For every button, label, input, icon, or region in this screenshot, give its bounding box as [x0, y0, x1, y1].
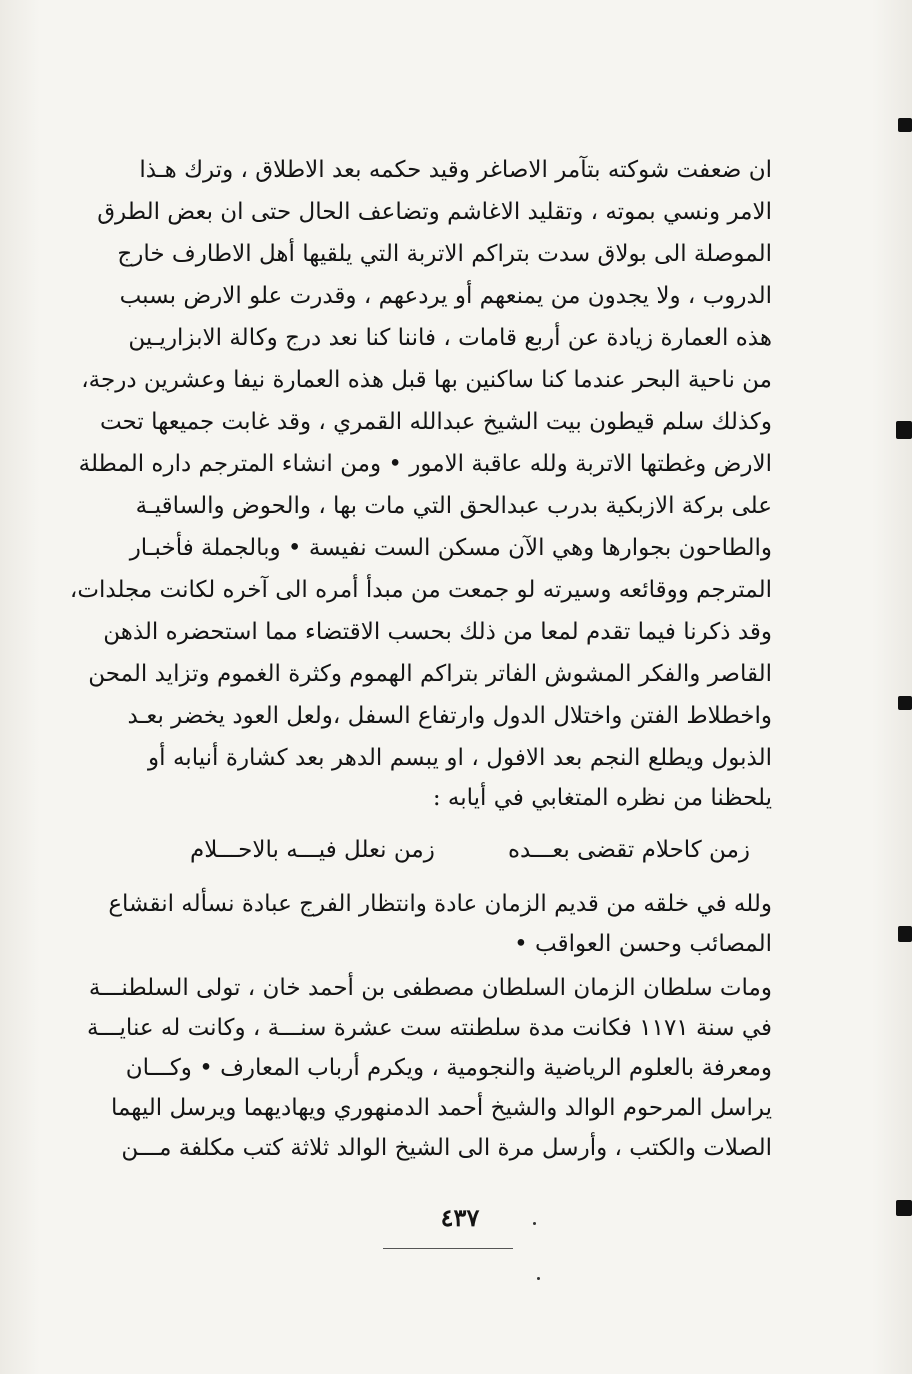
text-line: الصلات والكتب ، وأرسل مرة الى الشيخ الوالد ثلاثة كتب مكلفة مـــن	[121, 1135, 772, 1161]
binding-mark	[898, 118, 912, 132]
binding-mark	[896, 1200, 912, 1216]
footer-rule	[383, 1248, 513, 1249]
text-line: وقد ذكرنا فيما تقدم لمعا من ذلك بحسب الاقتضاء مما استحضره الذهن	[103, 619, 772, 645]
text-line: ومات سلطان الزمان السلطان مصطفى بن أحمد خان ، تولى السلطنـــة	[88, 975, 772, 1001]
text-line: على بركة الازبكية بدرب عبدالحق التي مات بها ، والحوض والساقيـة	[135, 493, 772, 519]
text-line: في سنة ١١٧١ فكانت مدة سلطنته ست عشرة سنـــة ، وكانت له عنايـــة	[86, 1015, 772, 1041]
text-line: يلحظنا من نظره المتغابي في أيابه :	[432, 785, 772, 811]
text-line: المترجم ووقائعه وسيرته لو جمعت من مبدأ أمره الى آخره لكانت مجلدات،	[69, 577, 772, 603]
text-line: الامر ونسي بموته ، وتقليد الاغاشم وتضاعف الحال حتى ان بعض الطرق	[97, 199, 772, 225]
binding-mark	[898, 926, 912, 942]
text-line: هذه العمارة زيادة عن أربع قامات ، فاننا كنا نعد درج وكالة الابزاريـين	[128, 325, 772, 351]
text-line: ان ضعفت شوكته بتآمر الاصاغر وقيد حكمه بعد الاطلاق ، وترك هـذا	[139, 157, 772, 183]
verse-first-hemistich: زمن كاحلام تقضى بعـــده	[508, 837, 750, 863]
binding-mark	[898, 696, 912, 710]
text-line: الذبول ويطلع النجم بعد الافول ، او يبسم الدهر بعد كشارة أنيابه أو	[148, 745, 772, 771]
binding-mark	[896, 421, 912, 439]
text-line: يراسل المرحوم الوالد والشيخ أحمد الدمنهوري ويهاديهما ويرسل اليهما	[110, 1095, 772, 1121]
text-line: واخطلاط الفتن واختلال الدول وارتفاع السفل ،ولعل العود يخضر بعـد	[127, 703, 772, 729]
text-line: الموصلة الى بولاق سدت بتراكم الاتربة التي يلقيها أهل الاطارف خارج	[117, 241, 772, 267]
text-line: القاصر والفكر المشوش الفاتر بتراكم الهموم وكثرة الغموم وتزايد المحن	[88, 661, 772, 687]
text-line: من ناحية البحر عندما كنا ساكنين بها قبل هذه العمارة نيفا وعشرين درجة،	[81, 367, 772, 393]
scan-speck	[537, 1277, 540, 1280]
text-line: والطاحون بجوارها وهي الآن مسكن الست نفيسة • وبالجملة فأخبـار	[129, 535, 772, 561]
text-line: الارض وغطتها الاتربة ولله عاقبة الامور • ومن انشاء المترجم داره المطلة	[78, 451, 772, 477]
text-line: وكذلك سلم قيطون بيت الشيخ عبدالله القمري ، وقد غابت جميعها تحت	[99, 409, 772, 435]
scan-speck	[533, 1222, 536, 1225]
text-line: ومعرفة بالعلوم الرياضية والنجومية ، ويكرم أرباب المعارف • وكـــان	[125, 1055, 772, 1081]
text-line: ولله في خلقه من قديم الزمان عادة وانتظار الفرج عبادة نسأله انقشاع	[108, 891, 772, 917]
text-line: المصائب وحسن العواقب •	[514, 931, 772, 957]
text-line: الدروب ، ولا يجدون من يمنعهم أو يردعهم ، وقدرت علو الارض بسبب	[119, 283, 772, 309]
verse-second-hemistich: زمن نعلل فيـــه بالاحـــلام	[190, 837, 435, 863]
page-number: ٤٣٧	[440, 1203, 480, 1232]
poetry-verse	[190, 828, 750, 872]
